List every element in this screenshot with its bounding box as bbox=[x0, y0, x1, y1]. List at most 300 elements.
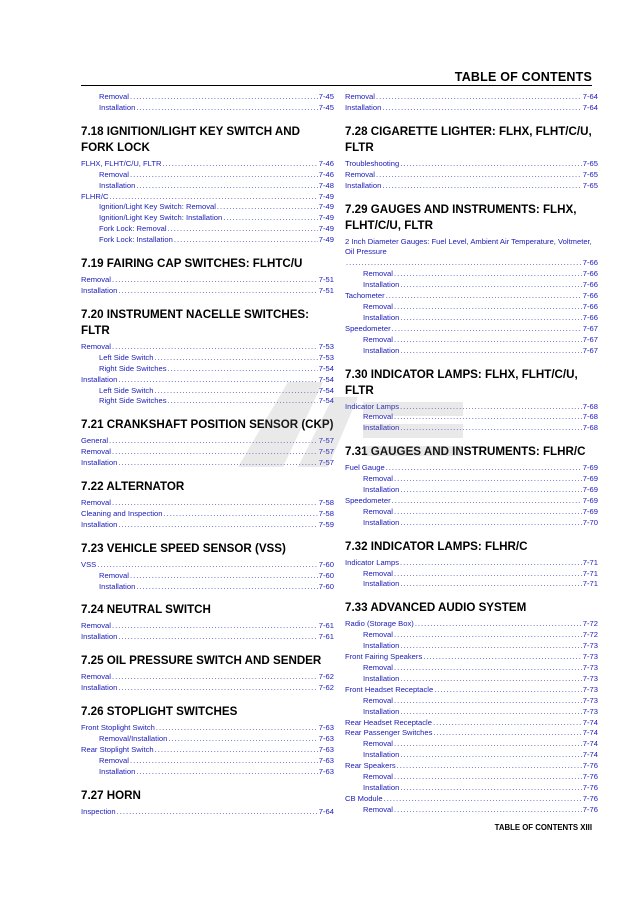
toc-entry-removal[interactable] bbox=[345, 269, 598, 280]
toc-entry-page: 7-68 bbox=[582, 401, 598, 411]
toc-entry-page: 7-62 bbox=[318, 672, 334, 682]
dot-leader bbox=[384, 794, 582, 805]
toc-entry-page: 7-67 bbox=[582, 323, 598, 333]
toc-entry-installation[interactable] bbox=[345, 750, 598, 761]
dot-leader bbox=[400, 280, 581, 291]
toc-entry-page: 7-51 bbox=[318, 275, 334, 285]
toc-entry-removal[interactable] bbox=[345, 412, 598, 423]
toc-entry-label: Removal bbox=[81, 672, 111, 682]
dot-leader bbox=[130, 92, 318, 103]
toc-entry-label: Removal bbox=[363, 474, 393, 484]
dot-leader bbox=[168, 224, 318, 235]
dot-leader bbox=[130, 756, 318, 767]
toc-entry-label: Removal bbox=[363, 568, 393, 578]
toc-entry-front-headset-receptacle[interactable] bbox=[345, 685, 598, 696]
toc-entry-label: 2 Inch Diameter Gauges: Fuel Level, Ambient Air Temperature, Voltmeter, Oil Pressure bbox=[345, 236, 592, 257]
toc-entry-page: 7-60 bbox=[318, 559, 334, 569]
toc-entry-page: 7-65 bbox=[582, 158, 598, 168]
dot-leader bbox=[136, 103, 317, 114]
toc-entry-label: Inspection bbox=[81, 806, 116, 816]
dot-leader bbox=[112, 498, 318, 509]
section-heading: 7.27 HORN bbox=[81, 788, 141, 802]
toc-entry-label: Installation bbox=[99, 180, 136, 190]
toc-entry-removal[interactable] bbox=[345, 474, 598, 485]
toc-entry-page: 7-53 bbox=[318, 341, 334, 351]
toc-entry-page: 7-66 bbox=[582, 269, 598, 279]
toc-entry-page: 7-45 bbox=[318, 92, 334, 101]
dot-leader bbox=[415, 619, 582, 630]
toc-entry-installation[interactable] bbox=[345, 103, 598, 114]
toc-entry-installation[interactable] bbox=[81, 103, 334, 114]
toc-entry-label: Removal bbox=[363, 630, 393, 640]
dot-leader bbox=[386, 291, 582, 302]
dot-leader bbox=[112, 275, 318, 286]
toc-entry-label: Speedometer bbox=[345, 323, 391, 333]
toc-entry-page: 7-66 bbox=[582, 312, 598, 322]
toc-entry-installation[interactable] bbox=[345, 707, 598, 718]
toc-entry-page: 7-54 bbox=[318, 374, 334, 384]
dot-leader bbox=[400, 579, 581, 590]
toc-entry-page: 7-49 bbox=[318, 235, 334, 245]
toc-entry-removal[interactable] bbox=[345, 507, 598, 518]
toc-entry-radio-storage-box[interactable] bbox=[345, 619, 598, 630]
dot-leader bbox=[162, 159, 317, 170]
toc-entry-label: Installation bbox=[345, 102, 382, 112]
toc-entry-page: 7-76 bbox=[582, 772, 598, 782]
toc-entry-page: 7-73 bbox=[582, 641, 598, 651]
section-heading: 7.26 STOPLIGHT SWITCHES bbox=[81, 705, 238, 719]
toc-entry-label: General bbox=[81, 436, 109, 446]
toc-entry-page: 7-49 bbox=[318, 224, 334, 234]
toc-entry-left-side-switch[interactable] bbox=[81, 353, 334, 364]
toc-entry-label: Installation bbox=[81, 374, 118, 384]
dot-leader bbox=[394, 569, 582, 580]
toc-section bbox=[81, 653, 334, 694]
toc-entry-removal-installation[interactable] bbox=[81, 734, 334, 745]
toc-entry-page: 7-73 bbox=[582, 695, 598, 705]
toc-entry-page: 7-67 bbox=[582, 345, 598, 355]
dot-leader bbox=[217, 202, 318, 213]
toc-entry-label: Removal bbox=[99, 169, 129, 179]
dot-leader bbox=[400, 313, 581, 324]
toc-entry-rear-speakers[interactable] bbox=[345, 761, 598, 772]
toc-entry-fuel-gauge[interactable] bbox=[345, 463, 598, 474]
toc-entry-page: 7-54 bbox=[318, 363, 334, 373]
dot-leader bbox=[394, 739, 582, 750]
toc-entry-label: Cleaning and Inspection bbox=[81, 508, 163, 518]
dot-leader bbox=[112, 342, 318, 353]
toc-entry-installation[interactable] bbox=[81, 520, 334, 531]
toc-entry-installation[interactable] bbox=[345, 641, 598, 652]
toc-entry-fork-lock-installation[interactable] bbox=[81, 235, 334, 246]
dot-leader bbox=[394, 507, 582, 518]
toc-section bbox=[81, 124, 334, 246]
dot-leader bbox=[400, 674, 581, 685]
dot-leader bbox=[168, 396, 318, 407]
toc-entry-page: 7-68 bbox=[582, 412, 598, 422]
toc-entry-page: 7-64 bbox=[582, 92, 598, 101]
toc-entry-removal[interactable] bbox=[81, 447, 334, 458]
toc-entry-installation[interactable] bbox=[81, 767, 334, 778]
toc-entry-removal[interactable] bbox=[345, 696, 598, 707]
toc-entry-rear-headset-receptacle[interactable] bbox=[345, 718, 598, 729]
toc-section bbox=[81, 307, 334, 407]
toc-entry-page: 7-76 bbox=[582, 761, 598, 771]
toc-entry-tachometer[interactable] bbox=[345, 291, 598, 302]
toc-entry-general[interactable] bbox=[81, 436, 334, 447]
toc-entry-installation[interactable] bbox=[81, 286, 334, 297]
toc-entry-label: Speedometer bbox=[345, 495, 391, 505]
toc-entry-label: Installation bbox=[363, 673, 400, 683]
toc-entry-label: Troubleshooting bbox=[345, 158, 400, 168]
toc-entry-page: 7-51 bbox=[318, 285, 334, 295]
toc-entry-removal[interactable] bbox=[81, 275, 334, 286]
toc-entry-label: Right Side Switches bbox=[99, 363, 167, 373]
toc-entry-page: 7-74 bbox=[582, 750, 598, 760]
toc-entry-label: Installation bbox=[363, 312, 400, 322]
toc-entry-installation[interactable] bbox=[81, 181, 334, 192]
toc-section bbox=[345, 202, 598, 357]
page-footer: TABLE OF CONTENTS XIII bbox=[494, 823, 592, 832]
toc-entry-page: 7-66 bbox=[582, 280, 598, 290]
dot-leader bbox=[163, 509, 317, 520]
section-heading: 7.19 FAIRING CAP SWITCHES: FLHTC/U bbox=[81, 257, 303, 271]
toc-entry-installation[interactable] bbox=[81, 458, 334, 469]
toc-entry-front-stoplight-switch[interactable] bbox=[81, 723, 334, 734]
toc-entry-page: 7-69 bbox=[582, 495, 598, 505]
toc-entry-label: Removal/Installation bbox=[99, 734, 168, 743]
toc-entry-label: Removal bbox=[363, 739, 393, 749]
toc-entry-page: 7-72 bbox=[582, 619, 598, 629]
toc-entry-page: 7-73 bbox=[582, 673, 598, 683]
toc-entry-installation[interactable] bbox=[345, 674, 598, 685]
toc-entry-removal[interactable] bbox=[81, 756, 334, 767]
toc-entry-installation[interactable] bbox=[345, 181, 598, 192]
dot-leader bbox=[400, 558, 582, 569]
toc-entry-ignition-light-key-switch-installation[interactable] bbox=[81, 213, 334, 224]
dot-leader bbox=[118, 286, 317, 297]
dot-leader bbox=[382, 181, 581, 192]
toc-entry-page: 7-54 bbox=[318, 396, 334, 406]
toc-entry-right-side-switches[interactable] bbox=[81, 396, 334, 407]
toc-entry-label: Installation bbox=[363, 345, 400, 355]
toc-entry-label: Removal bbox=[363, 506, 393, 516]
section-heading: 7.20 INSTRUMENT NACELLE SWITCHES: FLTR bbox=[81, 307, 310, 337]
toc-entry-rear-stoplight-switch[interactable] bbox=[81, 745, 334, 756]
dot-leader bbox=[376, 92, 582, 103]
toc-section bbox=[81, 541, 334, 593]
dot-leader bbox=[130, 571, 318, 582]
toc-entry-page: 7-58 bbox=[318, 508, 334, 518]
toc-entry-page: 7-57 bbox=[318, 447, 334, 457]
toc-entry-troubleshooting[interactable] bbox=[345, 159, 598, 170]
toc-entry-page: 7-74 bbox=[582, 717, 598, 727]
toc-entry-removal[interactable] bbox=[345, 170, 598, 181]
section-heading: 7.23 VEHICLE SPEED SENSOR (VSS) bbox=[81, 541, 286, 555]
toc-entry-label: Removal bbox=[345, 169, 375, 179]
toc-entry-page: 7-64 bbox=[318, 806, 334, 816]
toc-entry-label: Ignition/Light Key Switch: Removal bbox=[99, 202, 216, 212]
toc-section bbox=[345, 124, 598, 192]
toc-entry-label: Indicator Lamps bbox=[345, 557, 400, 567]
toc-entry-label: Installation bbox=[363, 641, 400, 651]
dot-leader bbox=[118, 683, 317, 694]
toc-entry-page: 7-73 bbox=[582, 652, 598, 662]
toc-entry-label: Fork Lock: Removal bbox=[99, 224, 167, 234]
dot-leader bbox=[394, 630, 582, 641]
toc-entry-page: 7-58 bbox=[318, 498, 334, 508]
toc-entry-label: FLHR/C bbox=[81, 191, 109, 201]
toc-entry-flhx-flht-c-u-fltr[interactable] bbox=[81, 159, 334, 170]
toc-entry-label: Installation bbox=[81, 632, 118, 642]
toc-entry-removal[interactable] bbox=[345, 630, 598, 641]
toc-entry-label: Installation bbox=[363, 280, 400, 290]
section-heading: 7.22 ALTERNATOR bbox=[81, 480, 185, 494]
toc-entry-removal[interactable] bbox=[81, 92, 334, 103]
toc-entry-indicator-lamps[interactable] bbox=[345, 402, 598, 413]
toc-entry-page: 7-57 bbox=[318, 436, 334, 446]
toc-entry-label: Rear Headset Receptacle bbox=[345, 717, 432, 727]
toc-entry-installation[interactable] bbox=[345, 346, 598, 357]
toc-entry-removal[interactable] bbox=[345, 92, 598, 103]
toc-entry-installation[interactable] bbox=[81, 632, 334, 643]
toc-entry-label: Left Side Switch bbox=[99, 385, 154, 395]
toc-entry-label: Fork Lock: Installation bbox=[99, 235, 173, 245]
toc-entry-label: Removal bbox=[81, 341, 111, 351]
dot-leader bbox=[109, 192, 317, 203]
dot-leader bbox=[168, 364, 318, 375]
dot-leader bbox=[394, 269, 582, 280]
toc-entry-page: 7-71 bbox=[582, 568, 598, 578]
dot-leader bbox=[117, 807, 318, 818]
dot-leader bbox=[346, 258, 582, 269]
toc-entry-removal[interactable] bbox=[81, 498, 334, 509]
toc-entry-installation[interactable] bbox=[345, 280, 598, 291]
toc-section bbox=[345, 367, 598, 435]
dot-leader bbox=[112, 672, 318, 683]
section-heading: 7.32 INDICATOR LAMPS: FLHR/C bbox=[345, 539, 528, 553]
toc-left-column bbox=[81, 92, 334, 818]
toc-entry-label: Installation bbox=[81, 519, 118, 529]
dot-leader bbox=[433, 718, 582, 729]
toc-entry-front-fairing-speakers[interactable] bbox=[345, 652, 598, 663]
dot-leader bbox=[376, 170, 582, 181]
toc-entry-label: Removal bbox=[363, 334, 393, 344]
toc-entry-label: Removal bbox=[81, 621, 111, 631]
toc-entry-page: 7-57 bbox=[318, 458, 334, 468]
dot-leader bbox=[434, 685, 582, 696]
toc-entry-page: 7-63 bbox=[318, 723, 334, 733]
toc-section bbox=[81, 704, 334, 778]
toc-entry-page: 7-48 bbox=[318, 180, 334, 190]
toc-entry-page: 7-68 bbox=[582, 423, 598, 433]
toc-entry-page: 7-73 bbox=[582, 706, 598, 716]
toc-entry-removal[interactable] bbox=[81, 672, 334, 683]
toc-entry-removal[interactable] bbox=[81, 342, 334, 353]
toc-entry-installation[interactable] bbox=[345, 579, 598, 590]
dot-leader bbox=[397, 761, 582, 772]
toc-entry-installation[interactable] bbox=[81, 683, 334, 694]
header-divider bbox=[81, 85, 592, 86]
dot-leader bbox=[118, 458, 317, 469]
toc-entry-installation[interactable] bbox=[345, 518, 598, 529]
toc-entry-installation[interactable] bbox=[345, 313, 598, 324]
toc-section bbox=[81, 256, 334, 297]
dot-leader bbox=[112, 621, 318, 632]
dot-leader bbox=[400, 423, 581, 434]
dot-leader bbox=[174, 235, 318, 246]
toc-entry-label: Ignition/Light Key Switch: Installation bbox=[99, 213, 223, 223]
toc-entry-label: Removal bbox=[345, 92, 375, 101]
section-heading: 7.30 INDICATOR LAMPS: FLHX, FLHT/C/U, FLTR bbox=[345, 367, 578, 397]
toc-entry-page: 7-71 bbox=[582, 557, 598, 567]
toc-entry-page: 7-60 bbox=[318, 570, 334, 580]
toc-section bbox=[345, 539, 598, 591]
toc-entry-label: Radio (Storage Box) bbox=[345, 619, 414, 629]
toc-entry-right-side-switches[interactable] bbox=[81, 364, 334, 375]
dot-leader bbox=[392, 496, 582, 507]
toc-entry-removal[interactable] bbox=[345, 739, 598, 750]
toc-entry-rear-passenger-switches[interactable] bbox=[345, 728, 598, 739]
toc-entry-label: Removal bbox=[363, 301, 393, 311]
toc-entry-indicator-lamps[interactable] bbox=[345, 558, 598, 569]
toc-entry-label: Installation bbox=[81, 458, 118, 468]
toc-entry-label: Removal bbox=[363, 412, 393, 422]
toc-entry-installation[interactable] bbox=[81, 375, 334, 386]
toc-entry-page: 7-66 bbox=[582, 291, 598, 301]
toc-entry-label: Indicator Lamps bbox=[345, 401, 400, 411]
toc-entry-page: 7-61 bbox=[318, 632, 334, 642]
toc-entry-label: Installation bbox=[363, 485, 400, 495]
toc-entry-label: Removal bbox=[363, 772, 393, 782]
toc-entry-label: Fuel Gauge bbox=[345, 463, 385, 473]
dot-leader bbox=[136, 767, 317, 778]
toc-entry-page: 7-49 bbox=[318, 213, 334, 223]
toc-entry-vss[interactable] bbox=[81, 560, 334, 571]
toc-entry-cb-module[interactable] bbox=[345, 794, 598, 805]
section-heading: 7.28 CIGARETTE LIGHTER: FLHX, FLHT/C/U, FLTR bbox=[345, 124, 592, 154]
toc-entry-removal[interactable] bbox=[345, 335, 598, 346]
toc-entry-leader-row bbox=[345, 258, 598, 269]
toc-entry-page: 7-69 bbox=[582, 463, 598, 473]
toc-entry-label: Installation bbox=[81, 285, 118, 295]
toc-entry-page: 7-76 bbox=[582, 804, 598, 814]
toc-entry-installation[interactable] bbox=[345, 783, 598, 794]
toc-entry-page: 7-67 bbox=[582, 334, 598, 344]
dot-leader bbox=[223, 213, 318, 224]
toc-section bbox=[345, 444, 598, 528]
toc-section bbox=[81, 417, 334, 469]
toc-entry-label: Installation bbox=[363, 750, 400, 760]
toc-entry-removal[interactable] bbox=[345, 569, 598, 580]
section-heading: 7.18 IGNITION/LIGHT KEY SWITCH AND FORK LOCK bbox=[81, 124, 301, 154]
toc-entry-removal[interactable] bbox=[81, 170, 334, 181]
toc-section bbox=[345, 92, 598, 114]
toc-entry-label: Front Headset Receptacle bbox=[345, 684, 434, 694]
dot-leader bbox=[118, 632, 317, 643]
page-header-title: TABLE OF CONTENTS bbox=[454, 70, 592, 84]
toc-section bbox=[81, 479, 334, 531]
toc-entry-page: 7-46 bbox=[318, 169, 334, 179]
toc-entry-label: VSS bbox=[81, 559, 97, 569]
dot-leader bbox=[156, 723, 318, 734]
dot-leader bbox=[136, 582, 317, 593]
toc-entry-page: 7-46 bbox=[318, 158, 334, 168]
toc-entry-page: 7-54 bbox=[318, 385, 334, 395]
toc-section bbox=[81, 788, 334, 818]
toc-entry-label: Right Side Switches bbox=[99, 396, 167, 406]
dot-leader bbox=[112, 447, 318, 458]
toc-entry-removal[interactable] bbox=[345, 663, 598, 674]
toc-entry-label: Removal bbox=[363, 804, 393, 814]
dot-leader bbox=[400, 346, 581, 357]
toc-entry-label: Removal bbox=[99, 92, 129, 101]
toc-section bbox=[345, 600, 598, 815]
section-heading: 7.25 OIL PRESSURE SWITCH AND SENDER bbox=[81, 654, 322, 668]
dot-leader bbox=[136, 181, 317, 192]
toc-entry-page: 7-76 bbox=[582, 793, 598, 803]
toc-entry-label: Removal bbox=[81, 447, 111, 457]
dot-leader bbox=[118, 520, 317, 531]
toc-entry-label: Removal bbox=[81, 275, 111, 285]
toc-entry-cleaning-and-inspection[interactable] bbox=[81, 509, 334, 520]
toc-entry-page: 7-63 bbox=[318, 766, 334, 776]
dot-leader bbox=[392, 324, 582, 335]
toc-entry-page: 7-73 bbox=[582, 663, 598, 672]
toc-entry-speedometer[interactable] bbox=[345, 324, 598, 335]
toc-entry-installation[interactable] bbox=[81, 582, 334, 593]
dot-leader bbox=[394, 805, 582, 816]
toc-entry-removal[interactable] bbox=[81, 571, 334, 582]
toc-entry-removal[interactable] bbox=[81, 621, 334, 632]
toc-entry-page: 7-61 bbox=[318, 621, 334, 631]
dot-leader bbox=[394, 772, 582, 783]
dot-leader bbox=[400, 485, 581, 496]
dot-leader bbox=[400, 159, 582, 170]
toc-entry-speedometer[interactable] bbox=[345, 496, 598, 507]
toc-entry-installation[interactable] bbox=[345, 423, 598, 434]
toc-entry-page: 7-69 bbox=[582, 506, 598, 516]
toc-entry-label: Front Stoplight Switch bbox=[81, 723, 155, 733]
dot-leader bbox=[386, 463, 582, 474]
toc-entry-label: Installation bbox=[363, 782, 400, 792]
dot-leader bbox=[400, 641, 581, 652]
toc-entry-left-side-switch[interactable] bbox=[81, 386, 334, 397]
toc-section bbox=[81, 92, 334, 114]
section-heading: 7.24 NEUTRAL SWITCH bbox=[81, 603, 211, 617]
dot-leader bbox=[400, 783, 581, 794]
section-heading: 7.29 GAUGES AND INSTRUMENTS: FLHX, FLHT/C/U, FLTR bbox=[345, 202, 577, 232]
toc-entry-removal[interactable] bbox=[345, 302, 598, 313]
toc-entry-page: 7-66 bbox=[582, 258, 598, 268]
dot-leader bbox=[155, 745, 318, 756]
toc-entry-label: Installation bbox=[81, 683, 118, 693]
dot-leader bbox=[400, 402, 582, 413]
dot-leader bbox=[394, 696, 582, 707]
toc-entry-label: Rear Speakers bbox=[345, 761, 396, 771]
toc-entry-removal[interactable] bbox=[345, 772, 598, 783]
toc-entry-fork-lock-removal[interactable] bbox=[81, 224, 334, 235]
toc-entry-installation[interactable] bbox=[345, 485, 598, 496]
toc-entry-label: Removal bbox=[363, 663, 393, 672]
toc-entry-ignition-light-key-switch-removal[interactable] bbox=[81, 202, 334, 213]
toc-entry-2-inch-diameter-gauges-fuel-level-ambient-air-temperature-voltmeter-oil-pressure[interactable] bbox=[345, 237, 598, 270]
toc-entry-label: Installation bbox=[363, 517, 400, 527]
toc-entry-flhr-c[interactable] bbox=[81, 192, 334, 203]
toc-entry-page: 7-62 bbox=[318, 683, 334, 693]
toc-entry-inspection[interactable] bbox=[81, 807, 334, 818]
toc-entry-removal[interactable] bbox=[345, 805, 598, 816]
